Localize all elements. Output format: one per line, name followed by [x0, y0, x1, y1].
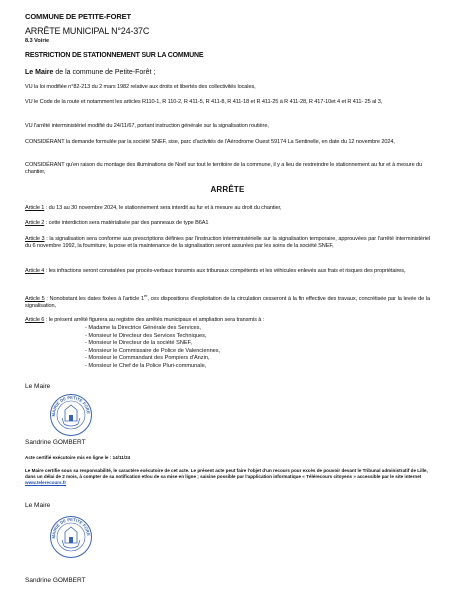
maire-intro	[25, 69, 430, 76]
seal-text: MAIRIE DE PETITE FORE	[50, 394, 91, 417]
list-item: - Monsieur le Directeur des Services Techniques,	[85, 332, 207, 339]
article-4-text: : les infractions seront constatées par procès-verbaux transmis aux tribunaux compétents et les véhicules enlevés aux frais et risques des propriétaires,	[44, 268, 406, 274]
considerant-illuminations: CONSIDÉRANT qu'en raison du montage des illuminations de Noël sur tout le territoire de la commune, il y a lieu de restreindre le stationnement au fur et à mesure du chantier,	[25, 162, 423, 176]
considerant-demande: CONSIDÉRANT la demande formulée par la société SNEF, sise, parc d'activités de l'Aérodrome Ouest 59174 La Sentinelle, en date du 12 novembre 2024,	[25, 139, 395, 145]
signatory-name-2: Sandrine GOMBERT	[25, 577, 86, 584]
article-6-text: : le présent arrêté figurera au registre des arrêtés municipaux et ampliation sera transmis à :	[44, 317, 265, 323]
article-2-label: Article 2	[25, 220, 45, 226]
visa-arrete-interministeriel: VU l'arrêté interministériel modifié du 24/11/67, portant instruction générale sur la signalisation routière,	[25, 123, 269, 129]
article-2	[25, 220, 430, 227]
signature-label-2: Le Maire	[25, 502, 51, 509]
article-6	[25, 317, 430, 324]
article-1-label: Article 1	[25, 205, 45, 211]
article-5-label: Article 5	[25, 295, 45, 302]
publication-date: Acte certifié exécutoire mis en ligne le : 14/11/24	[25, 455, 131, 460]
visa-loi: VU la loi modifiée n°82-213 du 2 mars 1982 relative aux droits et libertés des collectivités locales,	[25, 84, 256, 90]
article-6-label: Article 6	[25, 317, 45, 323]
arrete-object: RESTRICTION DE STATIONNEMENT SUR LA COMMUNE	[25, 52, 204, 59]
maire-intro-rest: de la commune de Petite-Forêt ;	[53, 69, 156, 76]
article-1	[25, 205, 430, 212]
article-5-text-after: , ces dispositions d'exploitation de la circulation cesseront à la fin effective des travaux, concrétisée par la levée de la signalisation,	[25, 295, 430, 310]
list-item: - Monsieur le Commissaire de Police de Valenciennes,	[85, 347, 221, 354]
list-item: - Monsieur le Directeur de la société SNEF,	[85, 340, 192, 347]
seal-text-2: MAIRIE DE PETITE FORE	[50, 516, 91, 539]
article-3	[25, 236, 430, 250]
telerecours-link[interactable]: www.telerecours.fr	[25, 480, 67, 486]
mairie-seal-icon-2	[48, 515, 94, 559]
article-1-text: : du 13 au 30 novembre 2024, le stationnement sera interdit au fur et à mesure au droit du chantier,	[44, 205, 282, 211]
commune-name: COMMUNE DE PETITE-FORET	[25, 12, 132, 21]
visa-code-route: VU le Code de la route et notamment les articles R110-1, R 110-2, R 411-5, R 411-8, R 411-18 et R 411-25 à R 411-28, R 417-10et 4 et R 411- 25 al 3,	[25, 99, 383, 105]
list-item: - Madame la Directrice Générale des Services,	[85, 325, 201, 331]
article-4-label: Article 4	[25, 268, 45, 274]
list-item: - Monsieur le Commandant des Pompiers d'Anzin,	[85, 355, 210, 362]
maire-label: Le Maire	[25, 69, 54, 76]
arrete-number: ARRÊTE MUNICIPAL N°24-37C	[25, 26, 150, 36]
arrete-heading: ARRÊTE	[210, 185, 245, 194]
signature-label: Le Maire	[25, 383, 51, 390]
legal-notice	[25, 468, 430, 487]
destinataires-list	[85, 325, 220, 371]
article-2-text: : cette interdiction sera matérialisée par des panneaux de type B6A1	[44, 220, 209, 226]
list-item: - Monsieur le Chef de la Police Pluri-communale,	[85, 362, 207, 369]
article-5-text-before: : Nonobstant les dates fixées à l'article 1	[44, 295, 145, 302]
article-3-label: Article 3	[25, 236, 45, 242]
signatory-name: Sandrine GOMBERT	[25, 439, 86, 446]
article-3-text: : la signalisation sera conforme aux prescriptions définies par l'instruction interministérielle sur la signalisation temporaire, approuvées par l'arrêté interministériel du 6 novembre 1992, la fourniture, la pose et la maintenance de la signalisation seront assurées par les soins de la société SNEF,	[25, 236, 431, 250]
article-5	[25, 292, 430, 310]
legal-notice-text: Le Maire certifie sous sa responsabilité, le caractère exécutoire de cet acte. Le présent acte peut faire l'objet d'un recours pour excès de pouvoir devant le Tribunal administratif de Lille, dans un délai de 2 mois, à compter de sa notification et/ou de sa mise en ligne ; saisine possible par l'application informatique « Télérecours citoyens » accessible par le site internet	[25, 468, 428, 480]
article-5-sup: er	[144, 293, 148, 298]
mairie-seal-icon	[48, 393, 94, 437]
article-4	[25, 268, 430, 275]
matiere-code: 8.3 Voirie	[25, 38, 50, 44]
